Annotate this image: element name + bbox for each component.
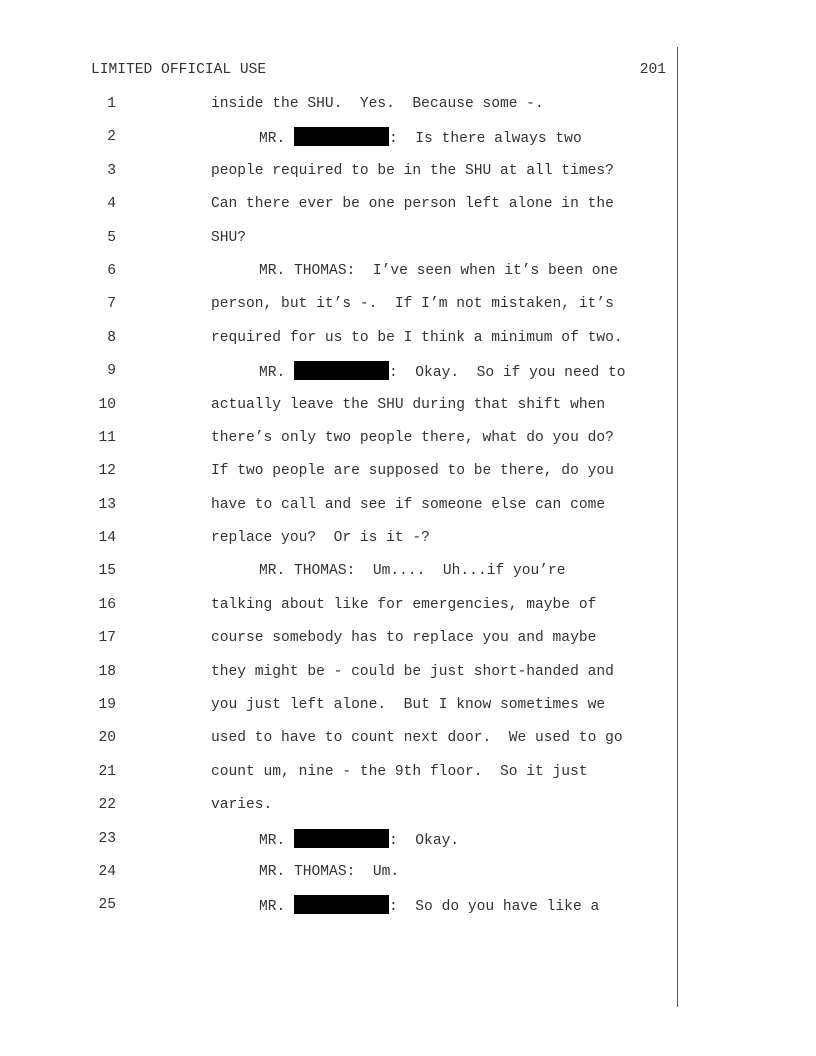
line-text-before: Can there ever be one person left alone in the [211, 196, 614, 213]
line-number: 19 [98, 697, 116, 714]
line-text-before: course somebody has to replace you and maybe [211, 630, 597, 647]
transcript-line [0, 161, 816, 194]
line-number: 23 [98, 830, 116, 847]
line-text [211, 762, 588, 782]
line-number: 15 [98, 563, 116, 580]
transcript-line [0, 127, 816, 160]
transcript-line [0, 361, 816, 394]
line-text-before: MR. [259, 365, 295, 382]
transcript-line [0, 762, 816, 795]
classification-header: LIMITED OFFICIAL USE [91, 62, 267, 78]
line-number: 17 [98, 630, 116, 647]
transcript-line [0, 561, 816, 594]
transcript-line [0, 495, 816, 528]
page-number: 201 [639, 62, 666, 78]
line-number: 21 [98, 763, 116, 780]
line-text [259, 862, 399, 882]
line-text [211, 595, 596, 615]
line-number: 10 [98, 396, 116, 413]
redaction-box [294, 127, 389, 146]
line-number: 7 [107, 296, 116, 313]
transcript-line [0, 261, 816, 294]
line-number: 16 [98, 596, 116, 613]
transcript-line [0, 595, 816, 628]
transcript-line [0, 662, 816, 695]
line-text [211, 662, 614, 682]
line-text-before: MR. [259, 832, 295, 849]
line-text-before: varies. [211, 797, 273, 814]
line-text-before: people required to be in the SHU at all times? [211, 162, 614, 179]
line-text-before: used to have to count next door. We used to go [211, 730, 623, 747]
line-text [211, 395, 605, 415]
line-text [259, 829, 459, 851]
line-text [211, 628, 596, 648]
line-number: 13 [98, 496, 116, 513]
line-text-before: replace you? Or is it -? [211, 530, 430, 547]
line-text [211, 728, 623, 748]
line-number: 6 [107, 262, 116, 279]
line-text-before: there’s only two people there, what do you do? [211, 429, 614, 446]
line-number: 9 [107, 363, 116, 380]
redaction-box [294, 361, 389, 380]
line-text [259, 895, 599, 917]
transcript-line [0, 829, 816, 862]
transcript-line [0, 228, 816, 261]
line-number: 22 [98, 797, 116, 814]
line-number: 8 [107, 329, 116, 346]
transcript-line [0, 628, 816, 661]
line-text-before: MR. [259, 899, 295, 916]
line-text-before: MR. THOMAS: Um.... Uh...if you’re [259, 563, 566, 580]
line-text [211, 228, 246, 248]
line-text-after: : Okay. [389, 832, 460, 849]
line-text [211, 795, 272, 815]
line-text [211, 94, 544, 114]
line-text [259, 561, 566, 581]
line-text-before: MR. [259, 131, 295, 148]
line-text [259, 127, 582, 149]
line-text-before: person, but it’s -. If I’m not mistaken, it’s [211, 296, 614, 313]
line-number: 3 [107, 162, 116, 179]
line-text-after: : So do you have like a [389, 899, 600, 916]
line-number: 1 [107, 96, 116, 112]
line-text-before: talking about like for emergencies, maybe of [211, 596, 597, 613]
line-text-before: inside the SHU. Yes. Because some -. [211, 96, 544, 112]
line-text [211, 695, 605, 715]
line-number: 18 [98, 663, 116, 680]
line-text-before: count um, nine - the 9th floor. So it just [211, 763, 588, 780]
transcript-line [0, 461, 816, 494]
line-text-before: actually leave the SHU during that shift when [211, 396, 606, 413]
transcript-line [0, 895, 816, 928]
line-number: 2 [107, 129, 116, 146]
line-text [211, 294, 614, 314]
redaction-box [294, 829, 389, 848]
line-text-before: required for us to be I think a minimum of two. [211, 329, 623, 346]
transcript-lines [0, 94, 816, 929]
transcript-line [0, 94, 816, 127]
transcript-line [0, 528, 816, 561]
line-number: 11 [98, 429, 116, 446]
transcript-line [0, 328, 816, 361]
line-text [211, 194, 614, 214]
line-text-before: you just left alone. But I know sometimes we [211, 697, 606, 714]
transcript-line [0, 862, 816, 895]
line-text [211, 428, 614, 448]
line-text-before: MR. THOMAS: Um. [259, 863, 400, 880]
line-number: 20 [98, 730, 116, 747]
line-text [211, 528, 430, 548]
line-text-after: : Is there always two [389, 131, 582, 148]
transcript-line [0, 728, 816, 761]
transcript-line [0, 395, 816, 428]
line-text-after: : Okay. So if you need to [389, 365, 626, 382]
transcript-line [0, 294, 816, 327]
line-text-before: they might be - could be just short-handed and [211, 663, 614, 680]
line-text-before: If two people are supposed to be there, do you [211, 463, 614, 480]
line-number: 5 [107, 229, 116, 246]
line-number: 25 [98, 897, 116, 914]
transcript-line [0, 795, 816, 828]
line-text-before: SHU? [211, 229, 247, 246]
line-text [211, 495, 605, 515]
redaction-box [294, 895, 389, 914]
line-text [211, 461, 614, 481]
line-number: 12 [98, 463, 116, 480]
transcript-line [0, 695, 816, 728]
line-text [259, 261, 618, 281]
line-text [211, 161, 614, 181]
line-number: 14 [98, 530, 116, 547]
transcript-line [0, 428, 816, 461]
transcript-line [0, 194, 816, 227]
line-text [211, 328, 623, 348]
line-text-before: have to call and see if someone else can come [211, 496, 606, 513]
line-text [259, 361, 626, 383]
line-number: 4 [107, 196, 116, 213]
line-text-before: MR. THOMAS: I’ve seen when it’s been one [259, 262, 619, 279]
line-number: 24 [98, 863, 116, 880]
